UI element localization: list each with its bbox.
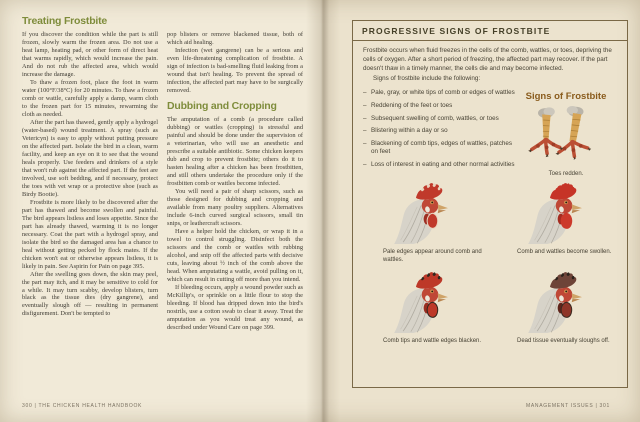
list-item: – Blackening of comb tips, edges of wattles, patches on feet — [363, 140, 515, 156]
paragraph: After the swelling goes down, the skin may peel, the part may itch, and it may be sensitive to cold for a while. It may turn scabby, develop blisters, turn black as the tissue dies (dry gangrene), and eventually slough off — resulting in permanent disfigurement. Don't be tempted to — [22, 270, 158, 318]
list-item: – Pale, gray, or white tips of comb or edges of wattles — [363, 89, 515, 97]
left-column-2 — [167, 31, 303, 332]
paragraph: Frostbite is more likely to be discovered after the part has thawed and become swollen and painful. The bird appears listless and loses appetite. Since the part has already thawed, warming it is no longer necessary. Coat the part with a hydrogel spray, and isolate the bird so the damaged area has a chance to heal without getting pecked by flock mates. If the chicken won't eat or otherwise appears listless, it is likely in pain. See Aspirin for Pain on page 395. — [22, 198, 158, 270]
frostbite-stages-grid — [363, 180, 617, 346]
rooster-head-blackened-illustration — [383, 269, 463, 333]
paragraph: If bleeding occurs, apply a wound powder such as McKillip's, or sprinkle on a little flour to stop the bleeding. If blood has dripped down into the bird's nostrils, use a cotton swab to clear it away. Treat the amputation as you would treat any wound, as described under Wound Care on page 399. — [167, 283, 303, 331]
list-item: – Blistering within a day or so — [363, 127, 515, 135]
right-page — [322, 0, 640, 422]
paragraph: To thaw a frozen foot, place the foot in warm water (100°F/38°C) for 20 minutes. To thaw a frozen comb or wattle, carefully apply a damp, warm cloth to the frozen part for 15 minutes, rewarming the cloth as needed. — [22, 78, 158, 118]
paragraph: pop blisters or remove blackened tissue, both of which aid healing. — [167, 31, 303, 46]
left-page-footer: 300 | THE CHICKEN HEALTH HANDBOOK — [22, 403, 143, 409]
figure-caption: Comb tips and wattle edges blacken. — [383, 338, 482, 345]
figure-caption: Comb and wattles become swollen. — [517, 249, 612, 256]
right-page-footer: MANAGEMENT ISSUES | 301 — [526, 403, 610, 409]
heading-treating-frostbite: Treating Frostbite — [22, 15, 108, 27]
paragraph: If you discover the condition while the part is still frozen, slowly warm the frozen area. Do not use a heat lamp, heating pad, or other form of direct heat that warms rapidly, which would increase the pain. And do not rub the affected area, which would increase the damage. — [22, 31, 158, 78]
frostbite-signs-box — [352, 20, 628, 388]
paragraph: After the part has thawed, gently apply a hydrogel (water-based) wound treatment. A spray (such as Vetericyn) is easy to apply without putting pressure on the affected part. Isolate the bird in a clean, warm facility, and keep an eye on it to see that the wound heals properly. Use feeders and drinkers of a style that won't rub against the affected part. If the feet are involved, use soft bedding, and if necessary, protect the toes with vet wrap or a protective shoe (such as Birdy Bootie). — [22, 118, 158, 198]
list-item: – Subsequent swelling of comb, wattles, or toes — [363, 115, 515, 123]
rooster-head-slough-illustration — [517, 269, 597, 333]
box-intro-text: Frostbite occurs when fluid freezes in the cells of the comb, wattles, or toes, depriving the cells of oxygen. After a short period of freezing, the affected part may recover. If the part doesn't thaw in a timely manner, the cells die and may become infected. — [363, 47, 612, 72]
paragraph: The amputation of a comb (a procedure called dubbing) or wattles (cropping) is stressful and painful and should be done under the supervision of a veterinarian, who will use an anesthetic and prescribe a suitable antibiotic. Some chicken keepers dub and crop to prevent frostbite; others do it to hasten healing after a chicken has been frostbitten, and still others undertake the procedure only if the frostbitten comb or wattles become infected. — [167, 116, 303, 187]
figure-caption: Dead tissue eventually sloughs off. — [517, 338, 610, 345]
box-title: PROGRESSIVE SIGNS OF FROSTBITE — [353, 21, 627, 41]
box-list-lead: Signs of frostbite include the following: — [373, 75, 481, 83]
left-column-1 — [22, 31, 158, 332]
list-item: – Reddening of the feet or toes — [363, 102, 515, 110]
figure-column — [515, 87, 617, 177]
figure-swollen — [497, 180, 617, 264]
rooster-head-swollen-illustration — [517, 180, 597, 244]
list-item: – Loss of interest in eating and other normal activities — [363, 161, 515, 169]
figure-heading: Signs of Frostbite — [525, 91, 607, 103]
frostbite-signs-list — [363, 89, 515, 177]
paragraph: Infection (wet gangrene) can be a serious and even life-threatening complication of frostbite. A sign of infection is bad-smelling fluid leaking from a wound that isn't healing. To prevent the spread of infection, the affected part may have to be surgically removed. — [167, 46, 303, 94]
figure-slough — [497, 269, 617, 346]
figure-pale-edges — [363, 180, 483, 264]
chicken-feet-illustration — [524, 106, 608, 164]
paragraph: Have a helper hold the chicken, or wrap it in a towel to control struggling. Disinfect both the scissors and the comb or wattles with rubbing alcohol, and snip off the affected parts with decisive cuts, leaving about ½ inch of the comb above the head. When amputating a wattle, avoid pulling on it, which can result in cutting off more than you intend. — [167, 227, 303, 283]
figure-caption: Pale edges appear around comb and wattles. — [383, 249, 482, 263]
figure-blackened — [363, 269, 483, 346]
feet-caption: Toes redden. — [548, 171, 584, 178]
heading-dubbing-cropping: Dubbing and Cropping — [167, 99, 277, 112]
paragraph: You will need a pair of sharp scissors, such as those designed for dubbing and cropping and available from many poultry suppliers. Alternatives include 6-inch curved surgical scissors, small tin snips, or leathercraft scissors. — [167, 187, 303, 227]
rooster-head-pale-illustration — [383, 180, 463, 244]
